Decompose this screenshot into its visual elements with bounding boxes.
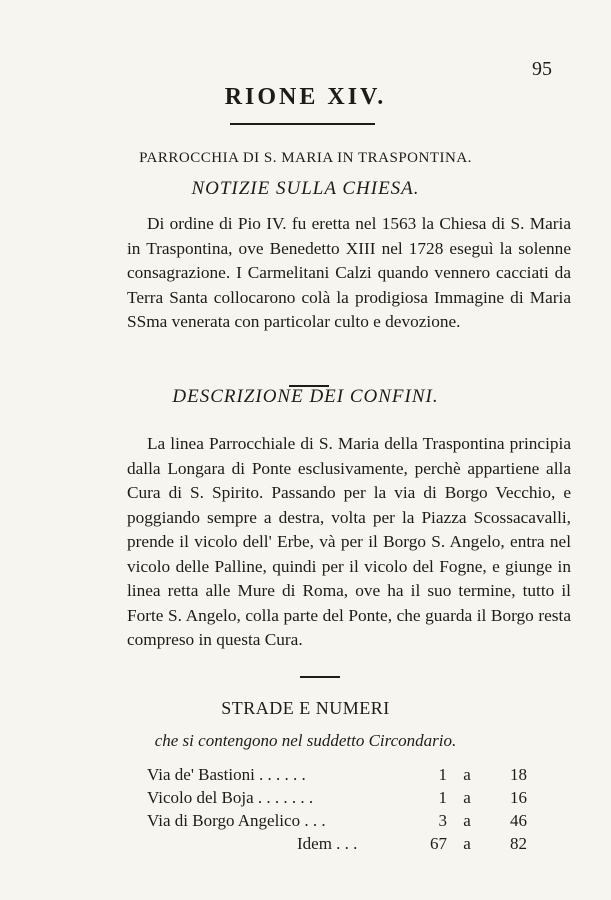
street-number-from: 1	[438, 765, 447, 784]
street-number-connector: a	[463, 834, 471, 853]
street-name: Via de' Bastioni . . . . . .	[147, 765, 306, 784]
street-number-connector: a	[463, 788, 471, 807]
street-name: Via di Borgo Angelico . . .	[147, 811, 326, 830]
street-row	[147, 809, 527, 832]
street-row	[147, 832, 527, 855]
section-divider	[300, 676, 340, 678]
page-number: 95	[532, 58, 552, 80]
streets-subtitle: che si contengono nel suddetto Circondario.	[154, 731, 457, 750]
street-number-to: 18	[510, 765, 527, 784]
street-row	[147, 763, 527, 786]
street-name: Vicolo del Boja . . . . . . .	[147, 788, 314, 807]
parish-heading: PARROCCHIA DI S. MARIA IN TRASPONTINA.	[139, 150, 472, 166]
street-row	[147, 786, 527, 809]
church-notes-paragraph: Di ordine di Pio IV. fu eretta nel 1563 la Chiesa di S. Maria in Traspontina, ove Benedetto XIII nel 1728 eseguì la solenne consagrazione. I Carmelitani Calzi quando vennero cacciati da Terra Santa collocarono colà la prodigiosa Immagine di Maria SSma venerata con particolar culto e devozione.	[127, 214, 571, 331]
boundaries-paragraph: La linea Parrocchiale di S. Maria della Traspontina principia dalla Longara di Ponte esclusivamente, perchè appartiene alla Cura di S. Spirito. Passando per la via di Borgo Vecchio, e poggiando sempre a destra, volta per la Piazza Scossacavalli, prende il vicolo dell' Erbe, và per il Borgo S. Angelo, entra nel vicolo delle Palline, quindi per il vicolo del Fogne, e giunge in linea retta alle Mure di Roma, ove ha il suo termine, tutto il Forte S. Angelo, colla parte del Ponte, che guarda il Borgo resta compreso in questa Cura.	[127, 434, 571, 649]
street-number-connector: a	[463, 811, 471, 830]
street-number-to: 46	[510, 811, 527, 830]
street-number-from: 3	[438, 811, 447, 830]
section-heading-strade: STRADE E NUMERI	[221, 698, 390, 718]
street-number-to: 16	[510, 788, 527, 807]
street-number-from: 67	[430, 834, 447, 853]
rione-title: RIONE XIV.	[224, 84, 387, 110]
streets-table	[147, 763, 527, 855]
section-heading-confini: DESCRIZIONE DEI CONFINI.	[172, 386, 439, 407]
title-underline	[230, 123, 375, 125]
street-number-from: 1	[438, 788, 447, 807]
section-heading-notizie: NOTIZIE SULLA CHIESA.	[191, 178, 420, 199]
street-number-to: 82	[510, 834, 527, 853]
street-number-connector: a	[463, 765, 471, 784]
street-name: Idem . . .	[297, 834, 358, 853]
